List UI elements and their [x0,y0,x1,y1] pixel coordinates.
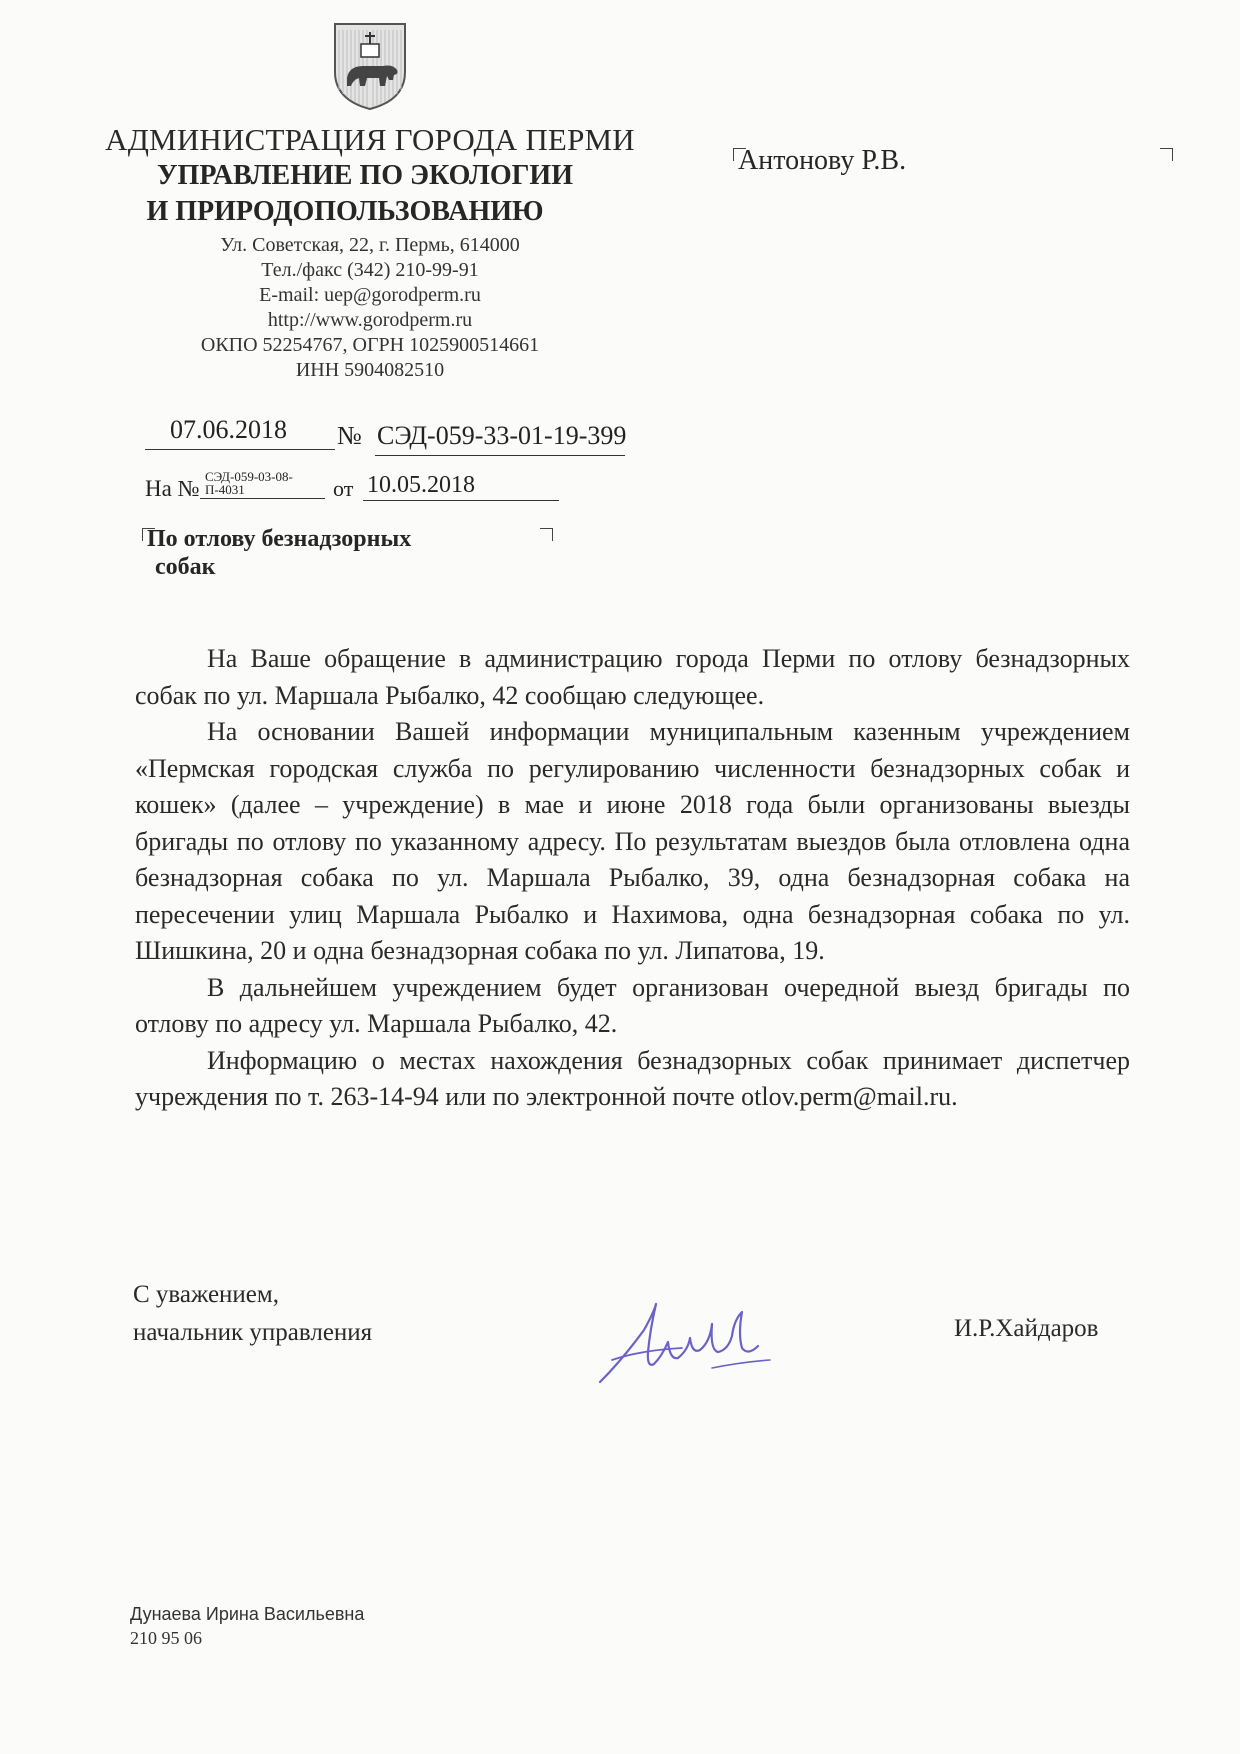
reference-number: СЭД-059-03-08-П-4031 [205,469,293,497]
executor-phone: 210 95 06 [130,1628,202,1648]
handwritten-signature-icon [592,1290,782,1400]
signer-title: начальник управления [133,1319,373,1346]
reference-number-underline [200,498,325,499]
executor-info [130,1602,364,1650]
body-paragraph-3: В дальнейшем учреждением будет организован очередной выезд бригады по отлову по адресу ул. Маршала Рыбалко, 42. [135,972,1130,1038]
email: E-mail: uep@gorodperm.ru [259,284,481,306]
closing [133,1276,372,1352]
subject [147,525,507,581]
okpo-ogrn: ОКПО 52254767, ОГРН 1025900514661 [200,334,540,356]
registration-number-label: № [337,421,362,450]
postal-address: Ул. Советская, 22, г. Пермь, 614000 [220,234,520,256]
registration-row [145,415,645,455]
letterhead [100,20,640,383]
website: http://www.gorodperm.ru [267,309,473,331]
department-name-line2: И ПРИРОДОПОЛЬЗОВАНИЮ [146,196,544,227]
executor-name: Дунаева Ирина Васильевна [130,1604,365,1624]
addressee-corner-mark-right [1160,148,1173,161]
reference-date: 10.05.2018 [367,472,475,498]
body-paragraph-1: На Ваше обращение в администрацию города Перми по отлову безнадзорных собак по ул. Маршала Рыбалко, 42 сообщаю следующее. [135,644,1130,710]
subject-line2: собак [155,554,216,580]
signer-name: И.Р.Хайдаров [954,1315,1099,1342]
subject-corner-mark-right [540,528,553,541]
letter-body [135,641,1130,1116]
registration-date: 07.06.2018 [170,415,287,444]
date-underline [145,449,335,450]
registration-number: СЭД-059-33-01-19-399 [377,421,627,450]
perm-coat-of-arms-icon [331,20,409,112]
reference-label: На № [145,476,200,501]
closing-salutation: С уважением, [133,1281,279,1308]
reference-date-underline [363,500,559,501]
department-name-line1: УПРАВЛЕНИЕ ПО ЭКОЛОГИИ [156,160,573,191]
body-paragraph-4: Информацию о местах нахождения безнадзорных собак принимает диспетчер учреждения по т. 263-14-94 или по электронной почте otlov.perm@mail.ru. [135,1045,1130,1111]
inn: ИНН 5904082510 [295,359,445,381]
body-paragraph-2: На основании Вашей информации муниципальным казенным учреждением «Пермская городская служба по регулированию численности безнадзорных собак и кошек» (далее – учреждение) в мае и июне 2018 года были организованы выезды бригады по отлову по указанному адресу. По результатам выездов была отловлена одна безнадзорная собака по ул. Маршала Рыбалко, 39, одна безнадзорная собака на пересечении улиц Маршала Рыбалко и Нахимова, одна безнадзорная собака по ул. Шишкина, 20 и одна безнадзорная собака по ул. Липатова, 19. [135,717,1130,965]
number-underline [375,455,625,456]
contact-block [100,233,640,383]
subject-line1: По отлову безнадзорных [147,526,412,552]
reference-row [145,470,565,510]
addressee: Антонову Р.В. [738,145,907,176]
org-name: АДМИНИСТРАЦИЯ ГОРОДА ПЕРМИ [105,122,635,157]
phone-fax: Тел./факс (342) 210-99-91 [261,259,479,281]
reference-from-label: от [333,476,354,501]
